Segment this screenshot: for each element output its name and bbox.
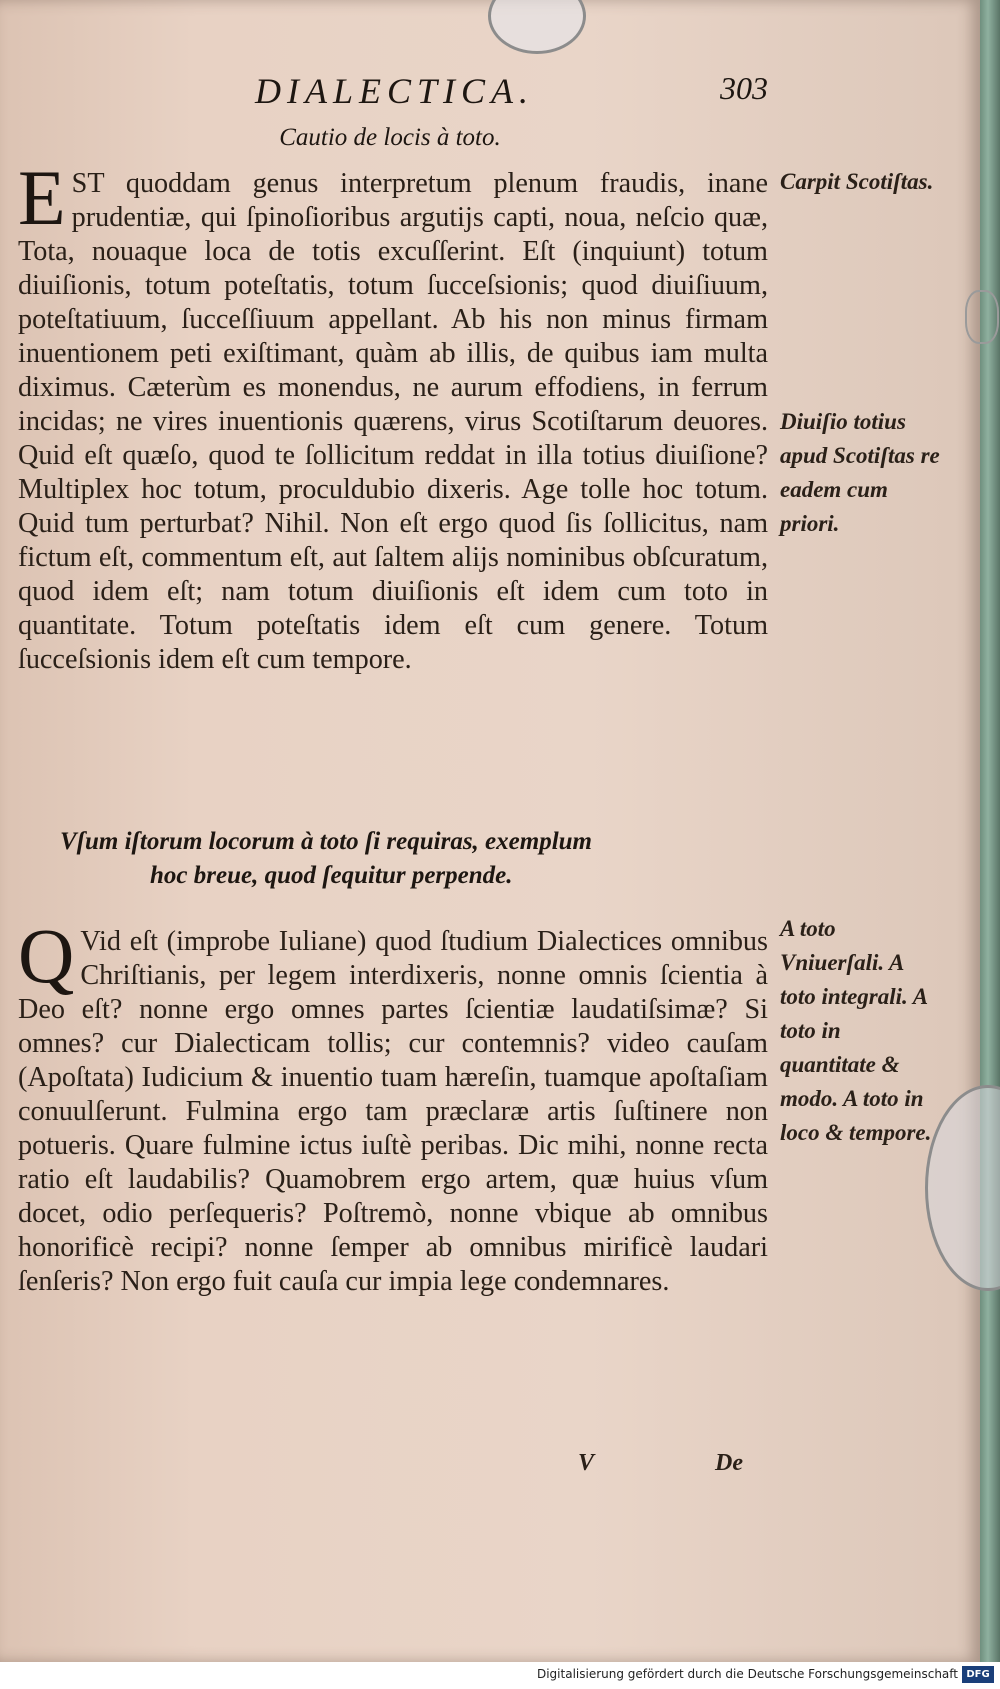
drop-cap: E [18,154,66,241]
page-number: 303 [720,70,768,106]
paragraph-text: ST quoddam genus interpretum plenum fraudis, inane prudentiæ, qui ſpinoſioribus argutijs capti, noua, neſcio quæ, Tota, nouaque loca de totis excuſſerint. Eſt (inquiunt) totum diuiſionis, totum poteſtatis, totum ſucceſsionis; quod diuiſiuum, poteſtatiuum, ſucceſſiuum appellant. Ab his non minus firmam inuentionem peti exiſtimant, quàm ab illis, de quibus iam multa diximus. Cæterùm es monendus, ne aurum effodiens, in ferrum incidas; ne vires inuentionis quærens, virus Scotiſtarum deuores. Quid eſt quæſo, quod te ſollicitum reddat in illa totius diuiſione? Multiplex hoc totum, proculdubio dixeris. Age tolle hoc totum. Quid tum perturbat? Nihil. Non eſt ergo quod ſis ſollicitus, nam fictum eſt, commentum eſt, aut ſaltem alijs nominibus obſcuratum, quod idem eſt; nam totum diuiſionis eſt idem cum toto in quantitate. Totum poteſtatis idem eſt cum genere. Totum ſucceſsionis idem eſt cum tempore. [18,168,768,675]
paragraph-text: Vid eſt (improbe Iuliane) quod ſtudium Dialectices omnibus Chriſtianis, per legem interdixeris, nonne omnis ſcientia à Deo eſt? nonne ergo omnes partes ſcientiæ laudatiſsimæ? Si omnes? cur Dialecticam tollis; cur contemnis? video cauſam (Apoſtata) Iudicium & inuentio tuam hæreſin, tuamque apoſtaſiam conuulſerunt. Fulmina ergo tam præclaræ artis ſuſtinere non potueris. Quare fulmine ictus iuſtè peribas. Dic mihi, nonne recta ratio eſt laudabilis? Quamobrem ergo artem, quæ huius vſum docet, odio perſequeris? Poſtremò, nonne vbique ab omnibus honorificè recipi? nonne ſemper ab omnibus mirificè laudari ſenſeris? Non ergo fuit cauſa cur impia lege condemnares. [18,926,768,1297]
running-title: DIALECTICA. [255,71,535,111]
body-paragraph-1 [18,154,768,677]
marginal-note: Carpit Scotiſtas. [780,169,934,194]
clip-small [965,290,999,344]
dfg-logo-icon: DFG [962,1666,994,1683]
section-heading: Cautio de locis à toto. [279,124,501,151]
catchword: De [715,1450,743,1476]
page-foot [0,1450,980,1490]
marginal-note: Diuiſio totius apud Scotiſtas re eadem cum priori. [780,409,940,536]
section-subheading [60,825,780,893]
drop-cap: Q [18,912,75,999]
subheading-line: hoc breue, quod ſequitur perpende. [150,862,513,889]
subheading-line: Vſum iſtorum locorum à toto ſi requiras, exemplum [60,828,592,855]
body-paragraph-2 [18,912,768,1299]
credit-bar [0,1662,1000,1689]
page-edge [980,0,1000,1662]
signature-mark: V [578,1450,595,1476]
page-header [0,70,980,120]
funding-credit: Digitalisierung gefördert durch die Deutsche Forschungsgemeinschaft [536,1667,958,1681]
marginal-note: A toto Vniuerſali. A toto integrali. A toto in quantitate & modo. A toto in loco & tempore. [780,916,932,1145]
